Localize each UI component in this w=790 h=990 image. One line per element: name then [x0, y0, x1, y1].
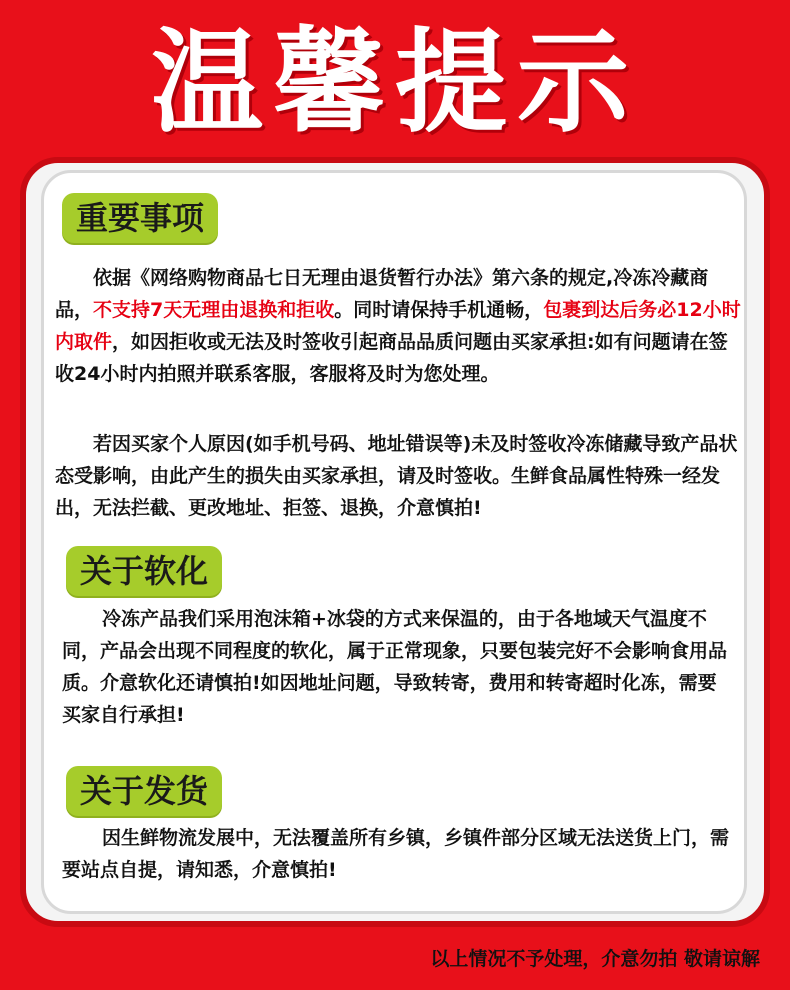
section-heading-softening: 关于软化: [66, 546, 222, 596]
section-heading-important: 重要事项: [62, 193, 218, 243]
text-segment: ，如因拒收或无法及时签收引起商品品质问题由买家承担:如有问题请在签收24小时内拍照并联系客服，客服将及时为您处理。: [55, 331, 728, 385]
section-shipping-paragraph: 因生鲜物流发展中，无法覆盖所有乡镇，乡镇件部分区域无法送货上门，需要站点自提，请知悉，介意慎拍!: [62, 827, 730, 881]
highlight-text: 不支持7天无理由退换和拒收: [93, 299, 335, 321]
text-segment: 依据《网络购物商品七日无理由退货暂行办法》第六条的规定,冷冻冷藏商品，: [55, 267, 709, 321]
text-segment: 。同时请保持手机通畅，: [334, 299, 544, 321]
section-softening-paragraph: 冷冻产品我们采用泡沫箱+冰袋的方式来保温的，由于各地域天气温度不同，产品会出现不同程度的软化，属于正常现象，只要包装完好不会影响食用品质。介意软化还请慎拍!如因地址问题，导致转寄，费用和转寄超时化冻，需要买家自行承担!: [62, 608, 728, 726]
page-title: 温馨提示: [151, 18, 639, 148]
section-heading-shipping: 关于发货: [66, 766, 222, 816]
footer-note: 以上情况不予处理，介意勿拍 敬请谅解: [430, 948, 760, 970]
section-important-paragraph-2: 若因买家个人原因(如手机号码、地址错误等)未及时签收冷冻储藏导致产品状态受影响，由此产生的损失由买家承担，请及时签收。生鲜食品属性特殊一经发出，无法拦截、更改地址、拒签、退换，介意慎拍!: [55, 433, 738, 519]
highlight-text: 包裹到达后务必12小时内取件: [55, 299, 741, 353]
section-important-paragraph-1: [55, 262, 745, 390]
